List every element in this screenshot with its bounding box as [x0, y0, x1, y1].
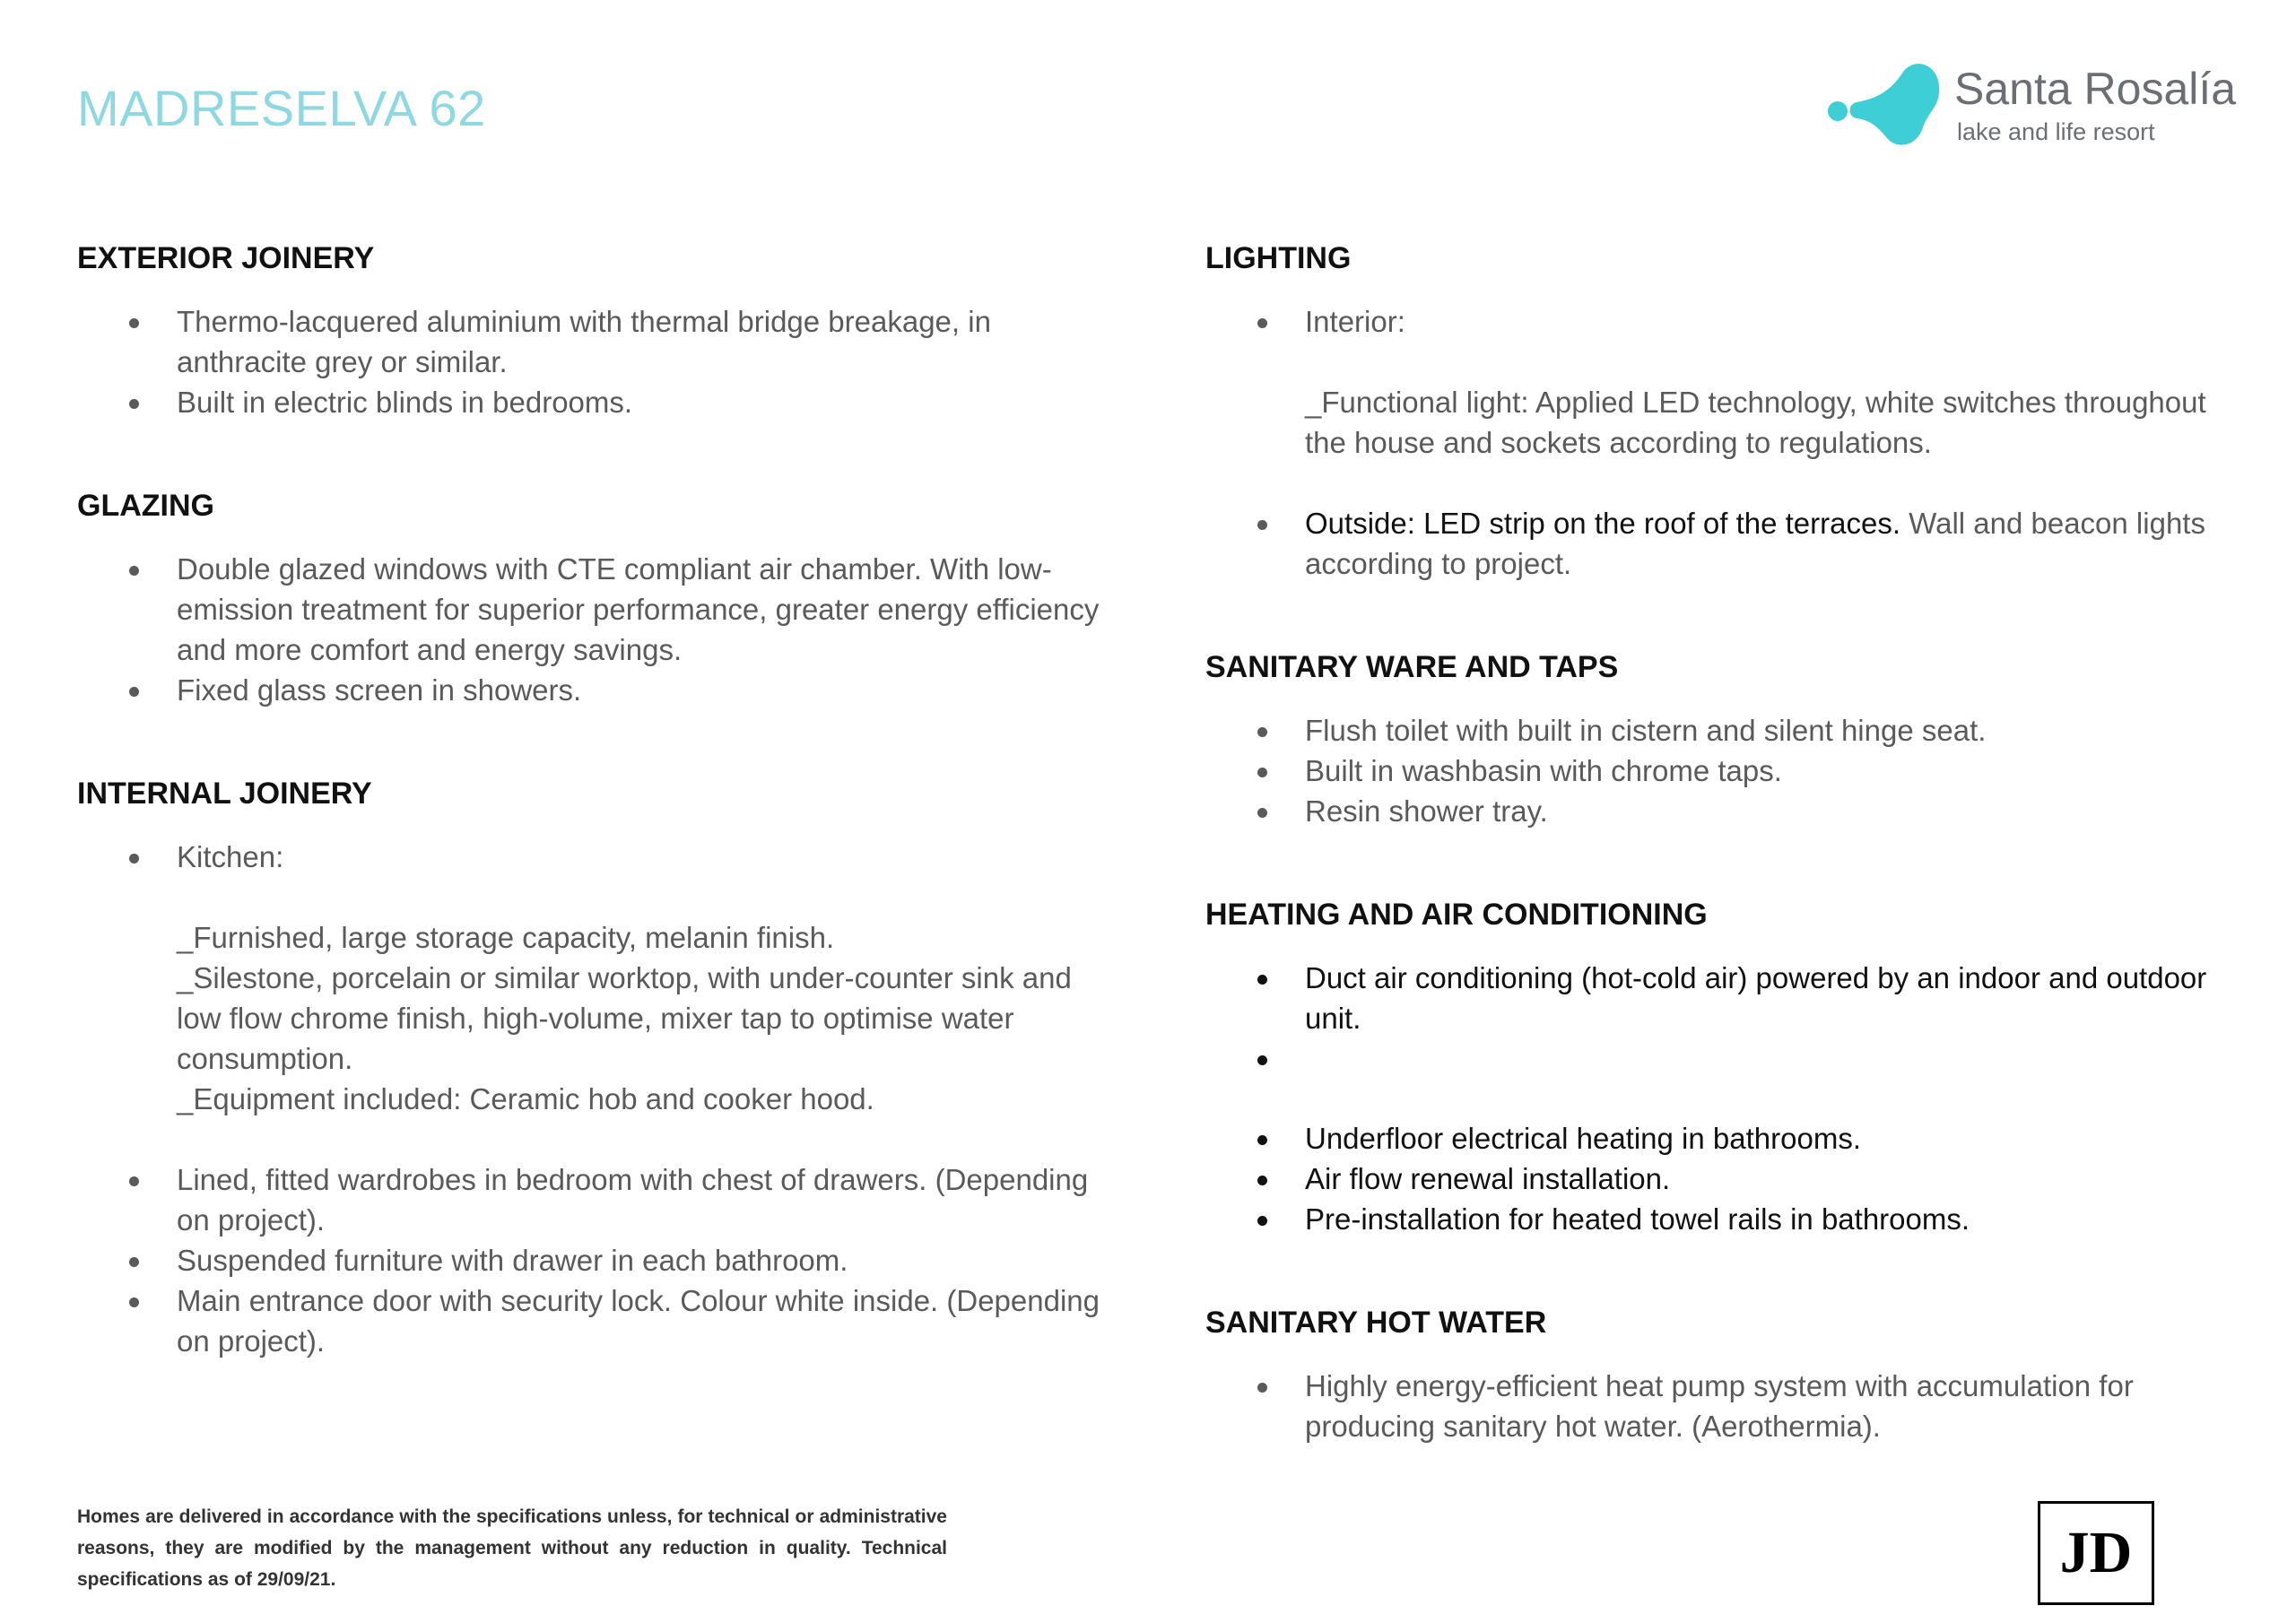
list-item: Built in washbasin with chrome taps. [1205, 751, 2237, 791]
jd-stamp: JD [2038, 1501, 2154, 1605]
section-title: LIGHTING [1205, 241, 1352, 275]
kitchen-detail: _Silestone, porcelain or similar worktop, with under-counter sink and low flow chrome finish, high-volume, mixer tap to optimise water consumption. [177, 961, 1072, 1075]
interior-detail: _Functional light: Applied LED technology, white switches throughout the house and sockets according to regulations. [1305, 386, 2206, 459]
spacer [177, 877, 1109, 917]
section-lighting [1205, 235, 2237, 584]
list-item: Resin shower tray. [1205, 791, 2237, 831]
list-item-empty [1205, 1038, 2237, 1079]
section-title: EXTERIOR JOINERY [77, 241, 375, 275]
lighting-list [1205, 301, 2237, 584]
sanitary-ware-list [1205, 710, 2237, 831]
section-title: SANITARY HOT WATER [1205, 1306, 1547, 1340]
list-item: Fixed glass screen in showers. [77, 670, 1109, 710]
list-item: Thermo-lacquered aluminium with thermal bridge breakage, in anthracite grey or similar. [77, 301, 1109, 382]
kitchen-detail: _Equipment included: Ceramic hob and cooker hood. [177, 1082, 874, 1115]
section-title: SANITARY WARE AND TAPS [1205, 650, 1619, 684]
list-item: Suspended furniture with drawer in each bathroom. [77, 1240, 1109, 1280]
section-title: HEATING AND AIR CONDITIONING [1205, 898, 1708, 932]
list-item: Air flow renewal installation. [1205, 1159, 2237, 1199]
section-internal-joinery [77, 770, 1109, 1361]
right-column [1205, 235, 2237, 1446]
section-hot-water [1205, 1299, 2237, 1446]
exterior-joinery-list [77, 301, 1109, 422]
disclaimer-footnote: Homes are delivered in accordance with the specifications unless, for technical or administrative reasons, they are modified by the management without any reduction in quality. Technical specifications as of 29/09/21. [77, 1506, 947, 1590]
outside-led-text: Outside: LED strip on the roof of the terraces. [1305, 507, 1900, 540]
logo-name: Santa Rosalía [1954, 64, 2237, 114]
list-item: Built in electric blinds in bedrooms. [77, 382, 1109, 422]
hot-water-list [1205, 1366, 2237, 1446]
internal-joinery-list [77, 837, 1109, 1361]
logo-tagline: lake and life resort [1957, 118, 2155, 145]
section-sanitary-ware [1205, 644, 2237, 831]
list-item-outside [1205, 503, 2237, 584]
list-item: Lined, fitted wardrobes in bedroom with chest of drawers. (Depending on project). [77, 1159, 1109, 1240]
left-column [77, 235, 1109, 1361]
kitchen-label: Kitchen: [177, 840, 284, 873]
list-item: Main entrance door with security lock. Colour white inside. (Depending on project). [77, 1280, 1109, 1361]
section-heating [1205, 891, 2237, 1239]
list-item: Underfloor electrical heating in bathrooms. [1205, 1118, 2237, 1159]
list-item: Double glazed windows with CTE compliant air chamber. With low-emission treatment for superior performance, greater energy efficiency and more comfort and energy savings. [77, 549, 1109, 670]
outside-rest-text: Wall and beacon lights according to project. [1305, 507, 2205, 580]
santa-rosalia-logo [1821, 59, 2251, 158]
section-title: INTERNAL JOINERY [77, 777, 372, 811]
list-item: Duct air conditioning (hot-cold air) powered by an indoor and outdoor unit. [1205, 958, 2237, 1038]
logo-blob-icon [1821, 59, 1955, 158]
section-exterior-joinery [77, 235, 1109, 422]
page-title: MADRESELVA 62 [77, 80, 486, 136]
section-title: GLAZING [77, 489, 214, 523]
interior-label: Interior: [1305, 305, 1405, 338]
list-item-kitchen [77, 837, 1109, 1119]
list-item: Highly energy-efficient heat pump system with accumulation for producing sanitary hot water. (Aerothermia). [1205, 1366, 2237, 1446]
list-item-interior [1205, 301, 2237, 463]
spacer [1305, 342, 2237, 382]
section-glazing [77, 482, 1109, 710]
list-item: Pre-installation for heated towel rails in bathrooms. [1205, 1199, 2237, 1239]
list-item: Flush toilet with built in cistern and silent hinge seat. [1205, 710, 2237, 751]
heating-list [1205, 958, 2237, 1239]
glazing-list [77, 549, 1109, 710]
kitchen-detail: _Furnished, large storage capacity, melanin finish. [177, 921, 835, 954]
